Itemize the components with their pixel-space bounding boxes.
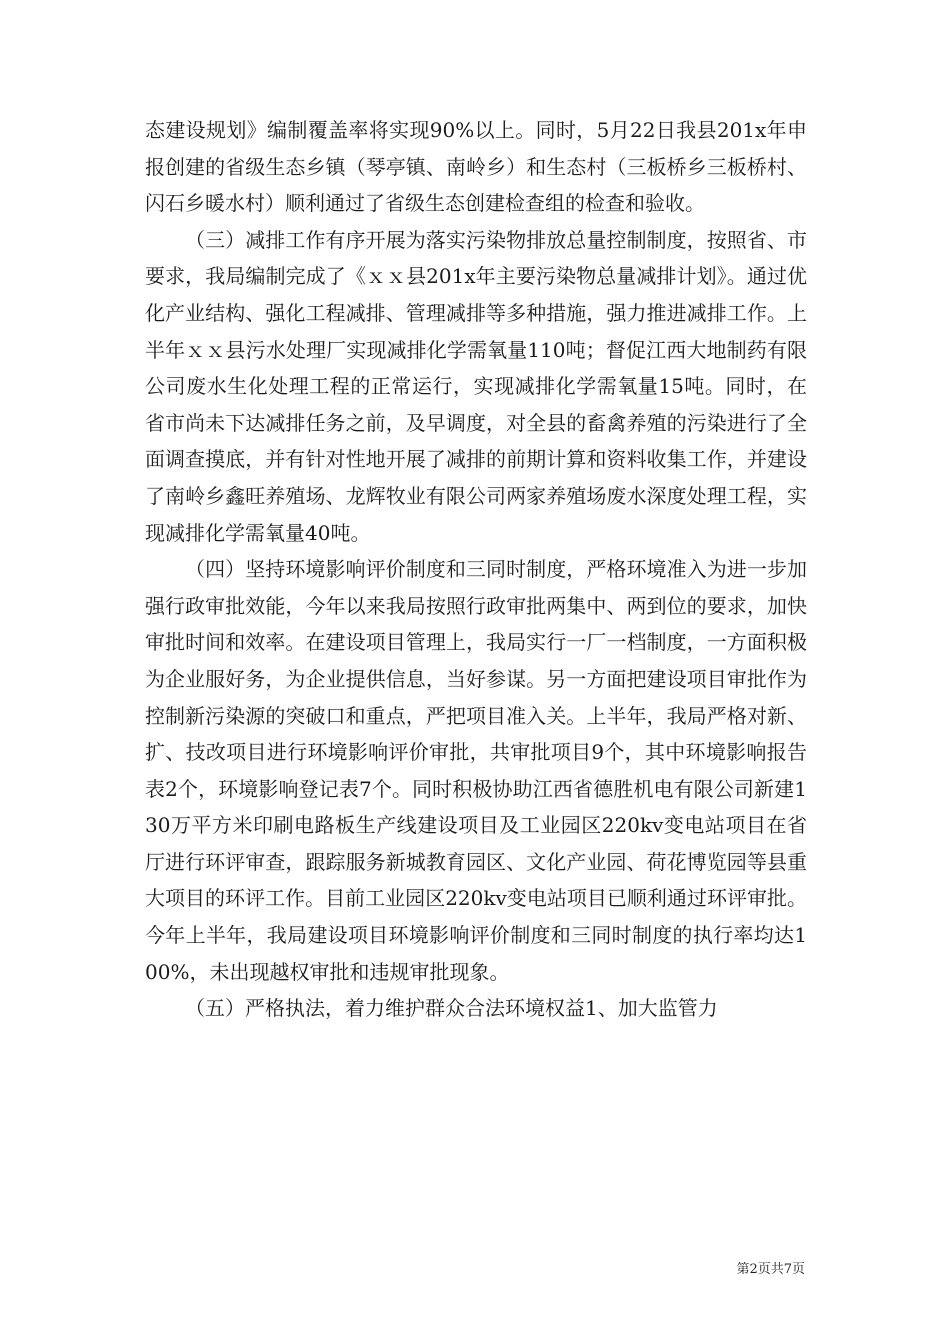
- paragraph-strict-enforcement: （五）严格执法，着力维护群众合法环境权益1、加大监管力: [185, 996, 718, 1021]
- paragraph-eco-planning: 态建设规划》编制覆盖率将实现90%以上。同时，5月22日我县201x年申报创建的省级生态乡镇（琴亭镇、南岭乡）和生态村（三板桥乡三板桥村、闪石乡暖水村）顺利通过了省级生态创建检查组的检查和验收。: [145, 118, 807, 216]
- document-body: [145, 112, 807, 1027]
- paragraph-emission-reduction: （三）减排工作有序开展为落实污染物排放总量控制制度，按照省、市要求，我局编制完成了《ｘｘ县201x年主要污染物总量减排计划》。通过优化产业结构、强化工程减排、管理减排等多种措施，强力推进减排工作。上半年ｘｘ县污水处理厂实现减排化学需氧量110吨；督促江西大地制药有限公司废水生化处理工程的正常运行，实现减排化学需氧量15吨。同时，在省市尚未下达减排任务之前，及早调度，对全县的畜禽养殖的污染进行了全面调查摸底，并有针对性地开展了减排的前期计算和资料收集工作，并建设了南岭乡鑫旺养殖场、龙辉牧业有限公司两家养殖场废水深度处理工程，实现减排化学需氧量40吨。: [145, 227, 807, 545]
- page-number-footer: 第2页共7页: [736, 1262, 805, 1277]
- paragraph-environmental-assessment: （四）坚持环境影响评价制度和三同时制度，严格环境准入为进一步加强行政审批效能，今年以来我局按照行政审批两集中、两到位的要求，加快审批时间和效率。在建设项目管理上，我局实行一厂一档制度，一方面积极为企业服好务，为企业提供信息，当好参谋。另一方面把建设项目审批作为控制新污染源的突破口和重点，严把项目准入关。上半年，我局严格对新、扩、技改项目进行环境影响评价审批，共审批项目9个，其中环境影响报告表2个，环境影响登记表7个。同时积极协助江西省德胜机电有限公司新建130万平方米印刷电路板生产线建设项目及工业园区220kv变电站项目在省厅进行环评审查，跟踪服务新城教育园区、文化产业园、荷花博览园等县重大项目的环评工作。目前工业园区220kv变电站项目已顺利通过环评审批。今年上半年，我局建设项目环境影响评价制度和三同时制度的执行率均达100%，未出现越权审批和违规审批现象。: [145, 557, 807, 984]
